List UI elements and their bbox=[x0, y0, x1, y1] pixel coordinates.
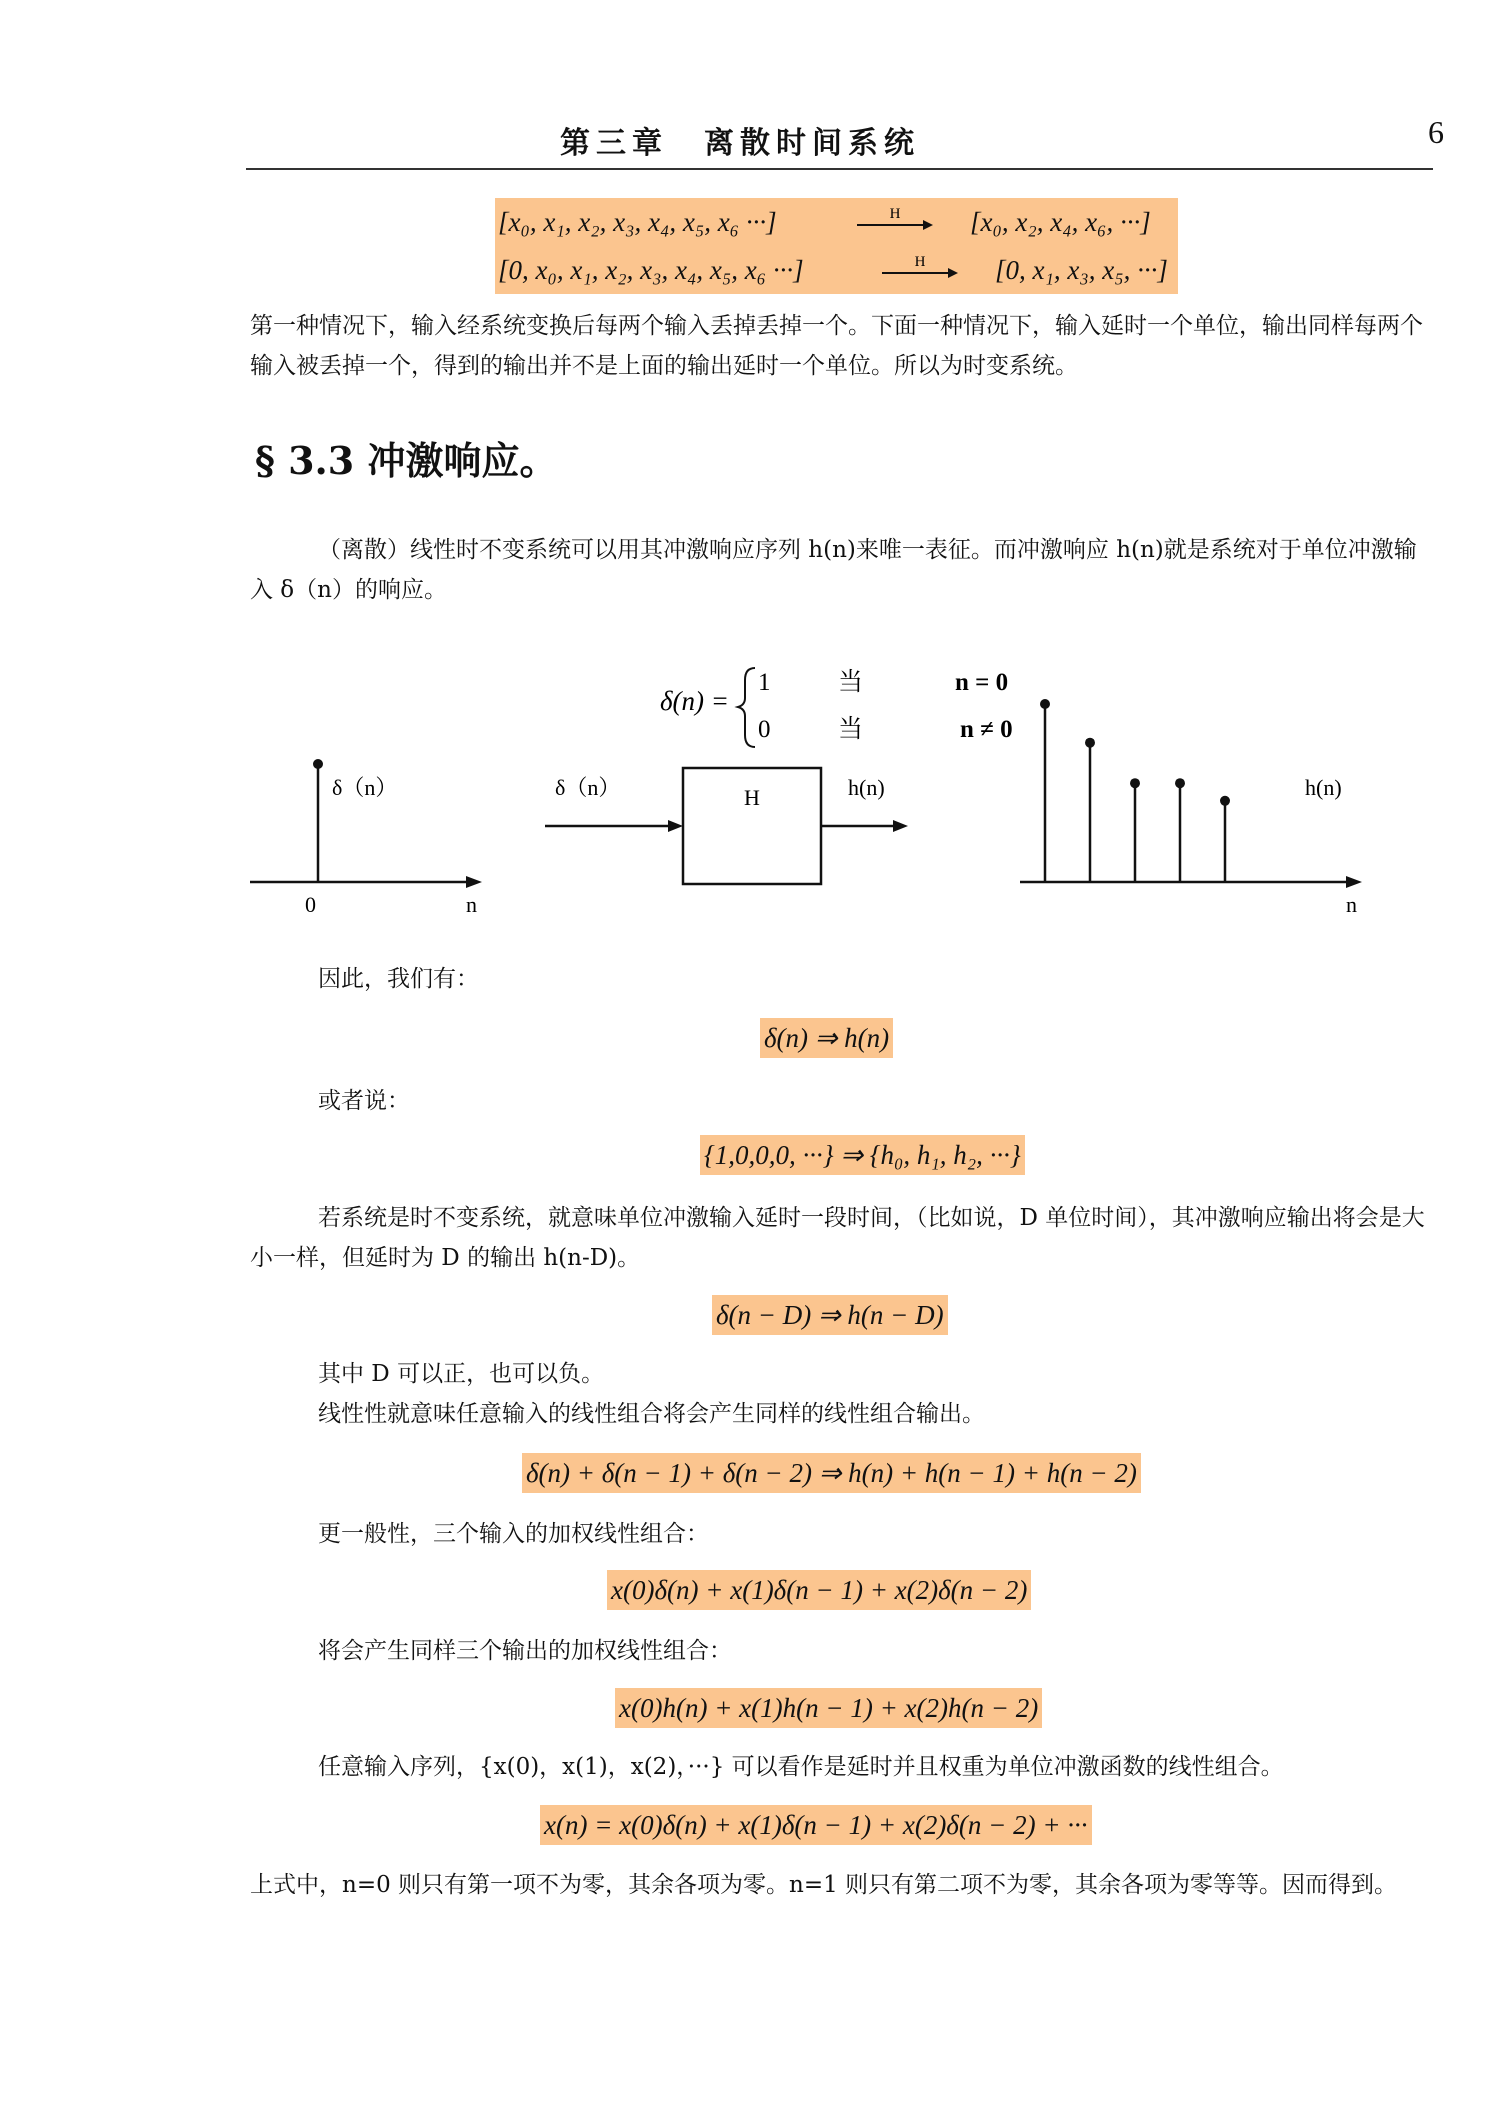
axis-arrow-icon bbox=[466, 876, 482, 888]
response-stem-dot bbox=[1175, 778, 1185, 788]
axis-arrow-icon bbox=[1346, 876, 1362, 888]
arrow-right-icon bbox=[893, 820, 908, 832]
page-number: 6 bbox=[1428, 114, 1444, 150]
produce-text: 将会产生同样三个输出的加权线性组合： bbox=[318, 1638, 732, 1664]
system-diagram bbox=[545, 768, 908, 884]
arrow-right-icon bbox=[880, 250, 960, 290]
right-response-plot bbox=[1020, 699, 1362, 917]
row2-output: [0, x₁, x₃, x₅, ···] bbox=[995, 255, 1168, 285]
response-stem-dot bbox=[1220, 796, 1230, 806]
eq-sequence-decomposition: x(n) = x(0)δ(n) + x(1)δ(n − 1) + x(2)δ(n − 2) + ··· bbox=[540, 1805, 1092, 1845]
section-heading: § 3.3 冲激响应。 bbox=[255, 438, 558, 483]
arrow-right-icon bbox=[668, 820, 683, 832]
case1-condition: n = 0 bbox=[955, 669, 1009, 696]
system-box-label: H bbox=[744, 785, 760, 810]
left-impulse-plot bbox=[250, 759, 482, 917]
arrow-label: H bbox=[914, 254, 926, 270]
row1-output: [x₀, x₂, x₄, x₆, ···] bbox=[970, 207, 1151, 237]
response-stem-dot bbox=[1040, 699, 1050, 709]
or-say-text: 或者说： bbox=[318, 1088, 410, 1114]
linearity-text: 线性性就意味任意输入的线性组合将会产生同样的线性组合输出。 bbox=[318, 1401, 985, 1427]
row1-arrow bbox=[855, 202, 935, 242]
row2-arrow bbox=[880, 250, 960, 290]
case2-value: 0 bbox=[758, 716, 771, 743]
arrow-label: H bbox=[889, 206, 901, 222]
eq-delta-to-h: δ(n) ⇒ h(n) bbox=[760, 1018, 893, 1058]
header-divider bbox=[246, 168, 1433, 170]
general-text: 更一般性，三个输入的加权线性组合： bbox=[318, 1521, 709, 1547]
left-axis-label: n bbox=[466, 892, 477, 917]
eq-weighted-input: x(0)δ(n) + x(1)δ(n − 1) + x(2)δ(n − 2) bbox=[607, 1570, 1031, 1610]
left-origin-label: 0 bbox=[305, 892, 316, 917]
case1-when: 当 bbox=[838, 669, 864, 696]
left-stem-label: δ（n） bbox=[332, 775, 398, 800]
row2-input: [0, x₀, x₁, x₂, x₃, x₄, x₅, x₆ ···] bbox=[498, 255, 804, 285]
chapter-header: 第三章 离散时间系统 bbox=[560, 126, 920, 161]
row1-input: [x₀, x₁, x₂, x₃, x₄, x₅, x₆ ···] bbox=[498, 207, 777, 237]
delta-def-lhs: δ(n) = bbox=[660, 686, 730, 716]
eq-weighted-output: x(0)h(n) + x(1)h(n − 1) + x(2)h(n − 2) bbox=[615, 1688, 1042, 1728]
eq-sum-of-impulses: δ(n) + δ(n − 1) + δ(n − 2) ⇒ h(n) + h(n − 1) + h(n − 2) bbox=[522, 1453, 1141, 1493]
explanation-paragraph: 第一种情况下，输入经系统变换后每两个输入丢掉丢掉一个。下面一种情况下，输入延时一个单位，输出同样每两个输入被丢掉一个，得到的输出并不是上面的输出延时一个单位。所以为时变系统。 bbox=[250, 313, 1423, 379]
eq-delay: δ(n − D) ⇒ h(n − D) bbox=[712, 1295, 948, 1335]
system-input-label: δ（n） bbox=[555, 775, 621, 800]
delta-definition bbox=[660, 668, 1013, 747]
time-invariant-paragraph: 若系统是时不变系统，就意味单位冲激输入延时一段时间，（比如说，D 单位时间），其冲激响应输出将会是大小一样，但延时为 D 的输出 h(n-D)。 bbox=[250, 1205, 1425, 1271]
impulse-response-figure bbox=[0, 640, 1500, 920]
response-stem-dot bbox=[1085, 738, 1095, 748]
arrow-right-icon bbox=[855, 202, 935, 242]
right-series-label: h(n) bbox=[1305, 775, 1342, 800]
therefore-text: 因此，我们有： bbox=[318, 966, 479, 992]
system-output-label: h(n) bbox=[848, 775, 885, 800]
response-stem-dot bbox=[1130, 778, 1140, 788]
arbitrary-sequence-text: 任意输入序列，{x(0)，x(1)，x(2)，···} 可以看作是延时并且权重为单位冲激函数的线性组合。 bbox=[318, 1754, 1284, 1780]
case1-value: 1 bbox=[758, 669, 771, 696]
d-note-text: 其中 D 可以正，也可以负。 bbox=[318, 1361, 605, 1387]
case2-when: 当 bbox=[838, 716, 864, 743]
case2-condition: n ≠ 0 bbox=[960, 716, 1013, 743]
intro-paragraph: （离散）线性时不变系统可以用其冲激响应序列 h(n)来唯一表征。而冲激响应 h(n)就是系统对于单位冲激输入 δ（n）的响应。 bbox=[250, 537, 1417, 603]
conclusion-paragraph: 上式中，n=0 则只有第一项不为零，其余各项为零。n=1 则只有第二项不为零，其余各项为零等等。因而得到。 bbox=[250, 1872, 1398, 1898]
eq-sequence: {1,0,0,0, ···} ⇒ {h₀, h₁, h₂, ···} bbox=[700, 1135, 1025, 1175]
left-brace-icon bbox=[738, 668, 755, 747]
right-axis-label: n bbox=[1346, 892, 1357, 917]
impulse-stem-dot bbox=[313, 759, 323, 769]
